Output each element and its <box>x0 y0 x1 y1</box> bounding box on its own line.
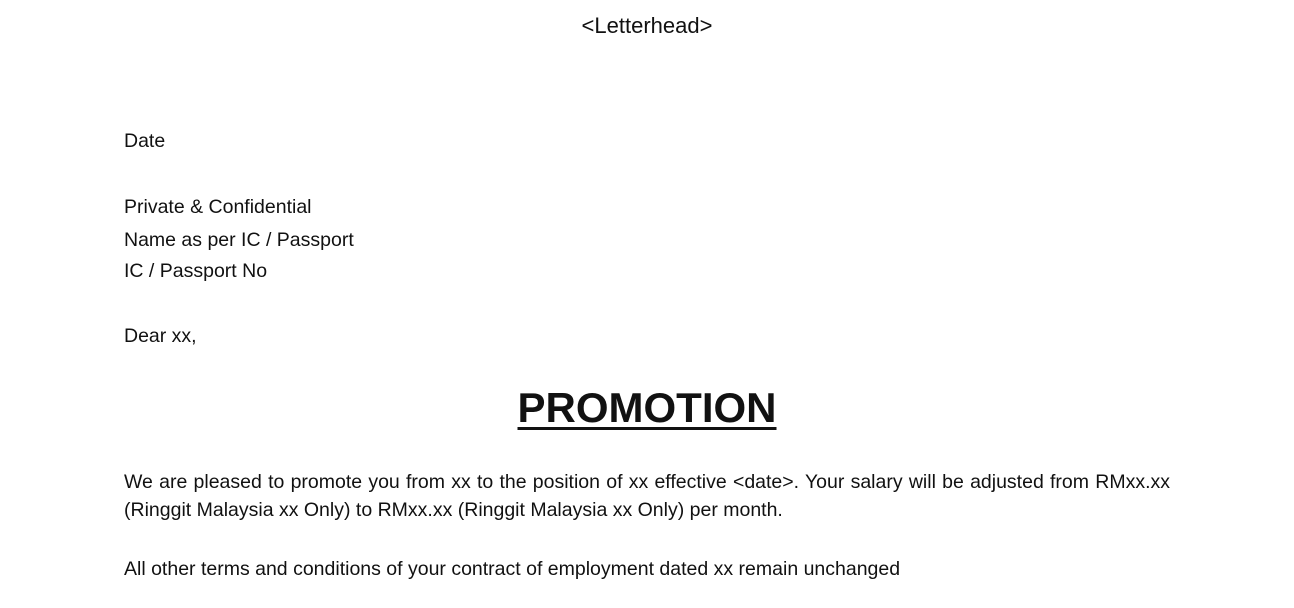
letter-title <box>0 382 1294 434</box>
confidentiality-label: Private & Confidential <box>124 196 312 218</box>
letterhead-placeholder: <Letterhead> <box>581 13 713 38</box>
body-paragraph-terms: All other terms and conditions of your contract of employment dated xx remain unchanged <box>124 558 901 580</box>
body-paragraph-promotion: We are pleased to promote you from xx to the position of xx effective <date>. Your salary will be adjusted from RMxx.xx (Ringgit Malaysia xx Only) to RMxx.xx (Ringgit Malaysia xx Only) per month. <box>124 471 1170 521</box>
salutation: Dear xx, <box>124 325 197 347</box>
recipient-id-number: IC / Passport No <box>124 260 268 282</box>
recipient-name: Name as per IC / Passport <box>124 229 354 251</box>
letter-title-text: PROMOTION <box>517 384 777 431</box>
date-label: Date <box>124 130 166 152</box>
